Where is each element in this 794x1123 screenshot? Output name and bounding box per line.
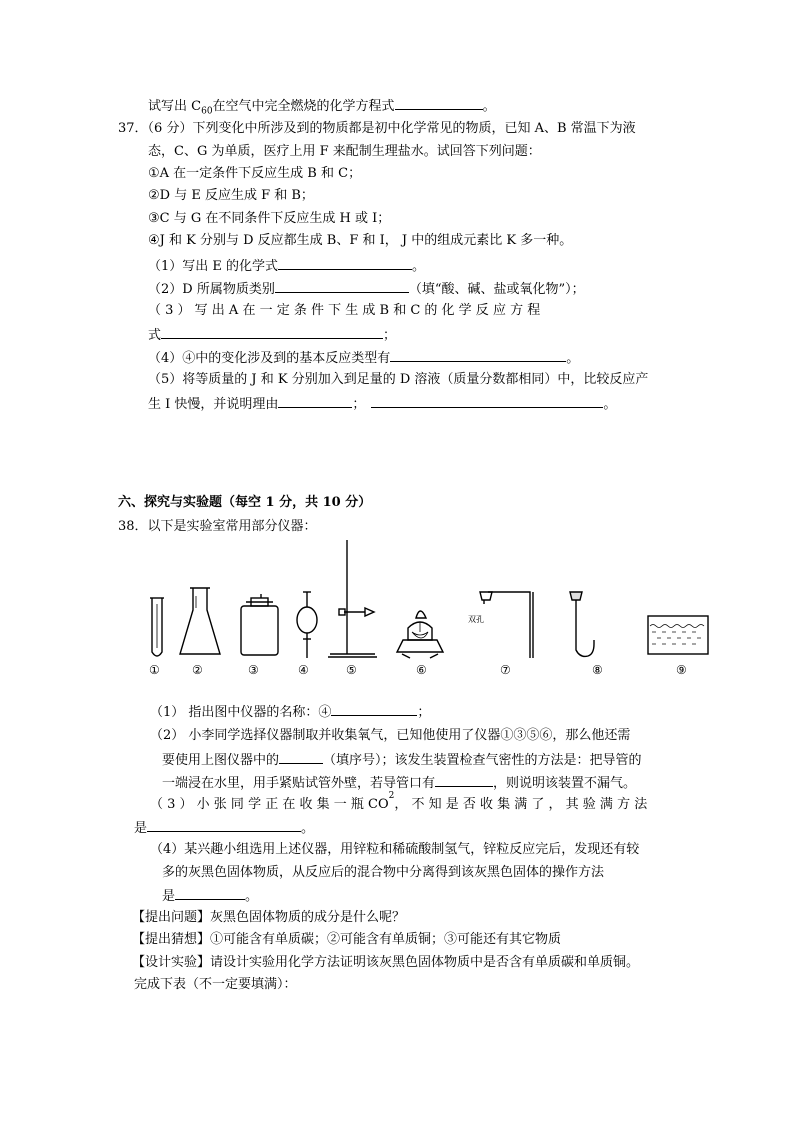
- apparatus-label-1: ①: [149, 663, 160, 677]
- iron-stand-icon: [328, 540, 377, 657]
- answer-blank[interactable]: [278, 394, 352, 408]
- answer-blank[interactable]: [395, 96, 483, 110]
- apparatus-label-4: ④: [298, 663, 309, 677]
- answer-blank[interactable]: [147, 818, 301, 832]
- water-trough-icon: [648, 616, 708, 654]
- q38-part-4-line1: （4）某兴趣小组选用上述仪器，用锌粒和稀硫酸制氢气，锌粒反应完后，发现还有较: [150, 842, 640, 857]
- answer-blank[interactable]: [371, 394, 603, 408]
- separatory-funnel-icon: [297, 592, 317, 658]
- answer-blank[interactable]: [175, 886, 245, 900]
- q37-part-3-line1: （ 3 ） 写 出 A 在 一 定 条 件 下 生 成 B 和 C 的 化 学 反 应 方 程: [148, 303, 541, 318]
- q38-intro: 38．以下是实验室常用部分仪器：: [118, 519, 317, 534]
- q38-part-3-line1: （ 3 ） 小 张 同 学 正 在 收 集 一 瓶 CO 2 ， 不 知 是 否 收 集 满 了 ， 其 验 满 方 法: [150, 791, 648, 812]
- two-hole-label: 双孔: [468, 615, 484, 624]
- q38-part-2-line3: 一端浸在水里，用手紧贴试管外壁，若导管口有 ，则说明该装置不漏气。: [162, 773, 636, 793]
- q38-part-3-line2: 是 。: [134, 818, 314, 838]
- apparatus-label-9: ⑨: [676, 663, 687, 677]
- test-tube-icon: [150, 598, 164, 656]
- q37-part-4: （4）④中的变化涉及到的基本反应类型有 。: [148, 348, 579, 368]
- lab-apparatus-figure: [140, 532, 720, 682]
- apparatus-label-5: ⑤: [346, 663, 357, 677]
- apparatus-label-7: ⑦: [500, 663, 511, 677]
- answer-blank[interactable]: [435, 773, 493, 787]
- answer-blank[interactable]: [279, 750, 323, 764]
- apparatus-label-6: ⑥: [416, 663, 427, 677]
- q37-part-2: （2）D 所属物质类别 （填“酸、碱、盐或氧化物”）；: [148, 279, 585, 299]
- conical-flask-icon: [180, 588, 220, 654]
- q38-question: 【提出问题】灰黑色固体物质的成分是什么呢？: [132, 910, 406, 925]
- q37-part-1: （1）写出 E 的化学式 。: [148, 256, 425, 276]
- curved-delivery-tube-icon: [570, 592, 594, 656]
- q38-design: 【设计实验】请设计实验用化学方法证明该灰黑色固体物质中是否含有单质碳和单质铜。: [132, 955, 640, 970]
- apparatus-label-3: ③: [248, 663, 259, 677]
- q37-condition-4: ④J 和 K 分别与 D 反应都生成 B、F 和 I， J 中的组成元素比 K 多一种。: [148, 233, 573, 248]
- q38-hypothesis: 【提出猜想】①可能含有单质碳；②可能含有单质铜；③可能还有其它物质: [132, 932, 562, 947]
- answer-blank[interactable]: [275, 279, 409, 293]
- q37-intro-line2: 态，C、G 为单质，医疗上用 F 来配制生理盐水。试回答下列问题：: [148, 144, 541, 159]
- answer-blank[interactable]: [278, 256, 412, 270]
- apparatus-label-8: ⑧: [592, 663, 603, 677]
- q38-part-4-line2: 多的灰黑色固体物质，从反应后的混合物中分离得到该灰黑色固体的操作方法: [162, 865, 605, 880]
- answer-blank[interactable]: [331, 702, 417, 716]
- q38-table-note: 完成下表（不一定要填满）：: [134, 977, 297, 992]
- q38-part-4-line3: 是 。: [162, 886, 258, 906]
- q37-condition-1: ①A 在一定条件下反应生成 B 和 C；: [148, 166, 362, 181]
- q38-part-2-line1: （2） 小李同学选择仪器制取并收集氧气，已知他使用了仪器①③⑤⑥，那么他还需: [150, 728, 631, 743]
- alcohol-lamp-icon: [397, 611, 443, 658]
- q37-intro-line1: 37．（6 分）下列变化中所涉及到的物质都是初中化学常见的物质，已知 A、B 常温下为液: [118, 121, 636, 136]
- q37-part-5-line1: （5）将等质量的 J 和 K 分别加入到足量的 D 溶液（质量分数都相同）中，比较反应产: [148, 372, 649, 387]
- section-title: 六、探究与实验题（每空 1 分，共 10 分）: [118, 495, 372, 510]
- apparatus-label-2: ②: [192, 663, 203, 677]
- q38-part-1: （1） 指出图中仪器的名称：④ ；: [150, 702, 430, 722]
- q37-condition-3: ③C 与 G 在不同条件下反应生成 H 或 I；: [148, 211, 391, 226]
- q38-part-2-line2: 要使用上图仪器中的 （填序号）；该发生装置检查气密性的方法是：把导管的: [162, 750, 642, 770]
- q36-line: 试写出 $C_{60}$在空气中完全燃烧的化学方程式 。: [148, 96, 496, 116]
- q37-part-3-line2: 式 ；: [148, 325, 396, 345]
- q37-part-5-line2: 生 I 快慢，并说明理由 ； 。: [148, 394, 616, 414]
- answer-blank[interactable]: [161, 325, 383, 339]
- answer-blank[interactable]: [390, 348, 566, 362]
- wide-mouth-bottle-icon: [241, 594, 278, 655]
- q37-condition-2: ②D 与 E 反应生成 F 和 B；: [148, 188, 314, 203]
- stopper-delivery-tube-icon: [480, 592, 533, 658]
